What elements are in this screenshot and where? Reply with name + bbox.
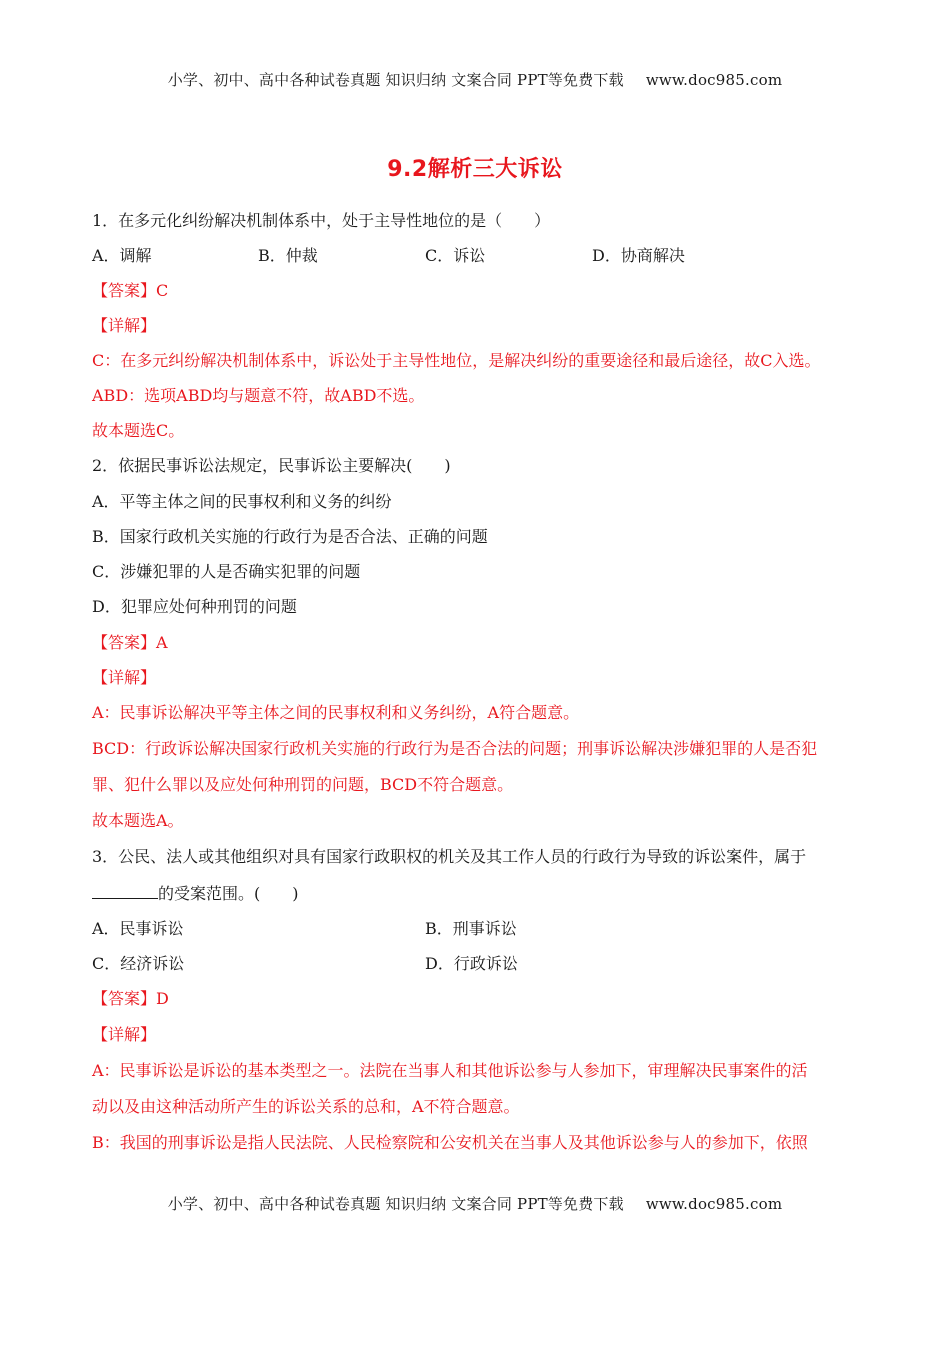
q3-explanation-1: A：民事诉讼是诉讼的基本类型之一。法院在当事人和其他诉讼参与人参加下，审理解决民事案件的活 xyxy=(92,1061,808,1080)
q1-explanation-2: ABD：选项ABD均与题意不符，故ABD不选。 xyxy=(92,386,425,405)
page-title: 9.2解析三大诉讼 xyxy=(387,157,563,182)
q3-detail-label: 【详解】 xyxy=(92,1025,157,1044)
q3-option-d: D．行政诉讼 xyxy=(425,954,518,973)
header-text: 小学、初中、高中各种试卷真题 知识归纳 文案合同 PPT等免费下载 xyxy=(167,71,624,89)
q1-option-b: B．仲裁 xyxy=(258,246,318,265)
q2-answer xyxy=(92,633,168,653)
page-header xyxy=(0,69,950,90)
answer-label: 【答案】 xyxy=(92,281,157,300)
q3-stem-line1: 3．公民、法人或其他组织对具有国家行政职权的机关及其工作人员的行政行为导致的诉讼案件，属于 xyxy=(92,847,807,866)
q3-explanation-2: 动以及由这种活动所产生的诉讼关系的总和，A不符合题意。 xyxy=(92,1097,520,1116)
q3-stem-text: 的受案范围。( ) xyxy=(158,884,299,903)
answer-label: 【答案】 xyxy=(92,989,157,1008)
q3-answer xyxy=(92,989,169,1009)
q2-option-b: B．国家行政机关实施的行政行为是否合法、正确的问题 xyxy=(92,527,488,546)
q3-option-b: B．刑事诉讼 xyxy=(425,919,517,938)
q2-option-a: A．平等主体之间的民事权利和义务的纠纷 xyxy=(92,492,392,511)
q3-explanation-3: B：我国的刑事诉讼是指人民法院、人民检察院和公安机关在当事人及其他诉讼参与人的参加下，依照 xyxy=(92,1133,808,1152)
q1-detail-label: 【详解】 xyxy=(92,316,157,335)
header-site-link[interactable]: www.doc985.com xyxy=(645,71,783,89)
q1-option-d: D．协商解决 xyxy=(592,246,685,265)
q2-option-c: C．涉嫌犯罪的人是否确实犯罪的问题 xyxy=(92,562,361,581)
answer-value: C xyxy=(156,281,169,300)
q2-stem: 2．依据民事诉讼法规定，民事诉讼主要解决( ) xyxy=(92,456,451,475)
q3-option-a: A．民事诉讼 xyxy=(92,919,184,938)
q1-answer xyxy=(92,281,168,301)
q1-explanation-3: 故本题选C。 xyxy=(92,421,185,440)
fill-blank xyxy=(92,884,158,899)
answer-label: 【答案】 xyxy=(92,633,157,652)
q2-option-d: D．犯罪应处何种刑罚的问题 xyxy=(92,597,297,616)
answer-value: D xyxy=(156,989,169,1008)
q1-option-c: C．诉讼 xyxy=(425,246,486,265)
q1-explanation-1: C：在多元纠纷解决机制体系中，诉讼处于主导性地位，是解决纠纷的重要途径和最后途径，故C入选。 xyxy=(92,351,821,370)
q2-explanation-3: 罪、犯什么罪以及应处何种刑罚的问题，BCD不符合题意。 xyxy=(92,775,514,794)
q3-stem-line2 xyxy=(92,884,299,904)
page-footer xyxy=(0,1193,950,1214)
q2-explanation-2: BCD：行政诉讼解决国家行政机关实施的行政行为是否合法的问题；刑事诉讼解决涉嫌犯罪的人是否犯 xyxy=(92,739,818,758)
q1-option-a: A．调解 xyxy=(92,246,152,265)
q2-explanation-4: 故本题选A。 xyxy=(92,811,184,830)
q3-option-c: C．经济诉讼 xyxy=(92,954,185,973)
q2-detail-label: 【详解】 xyxy=(92,668,157,687)
footer-site-link[interactable]: www.doc985.com xyxy=(645,1195,783,1213)
q2-explanation-1: A：民事诉讼解决平等主体之间的民事权利和义务纠纷，A符合题意。 xyxy=(92,703,580,722)
answer-value: A xyxy=(156,633,168,652)
footer-text: 小学、初中、高中各种试卷真题 知识归纳 文案合同 PPT等免费下载 xyxy=(167,1195,624,1213)
q1-stem: 1．在多元化纠纷解决机制体系中，处于主导性地位的是（ ） xyxy=(92,211,551,230)
